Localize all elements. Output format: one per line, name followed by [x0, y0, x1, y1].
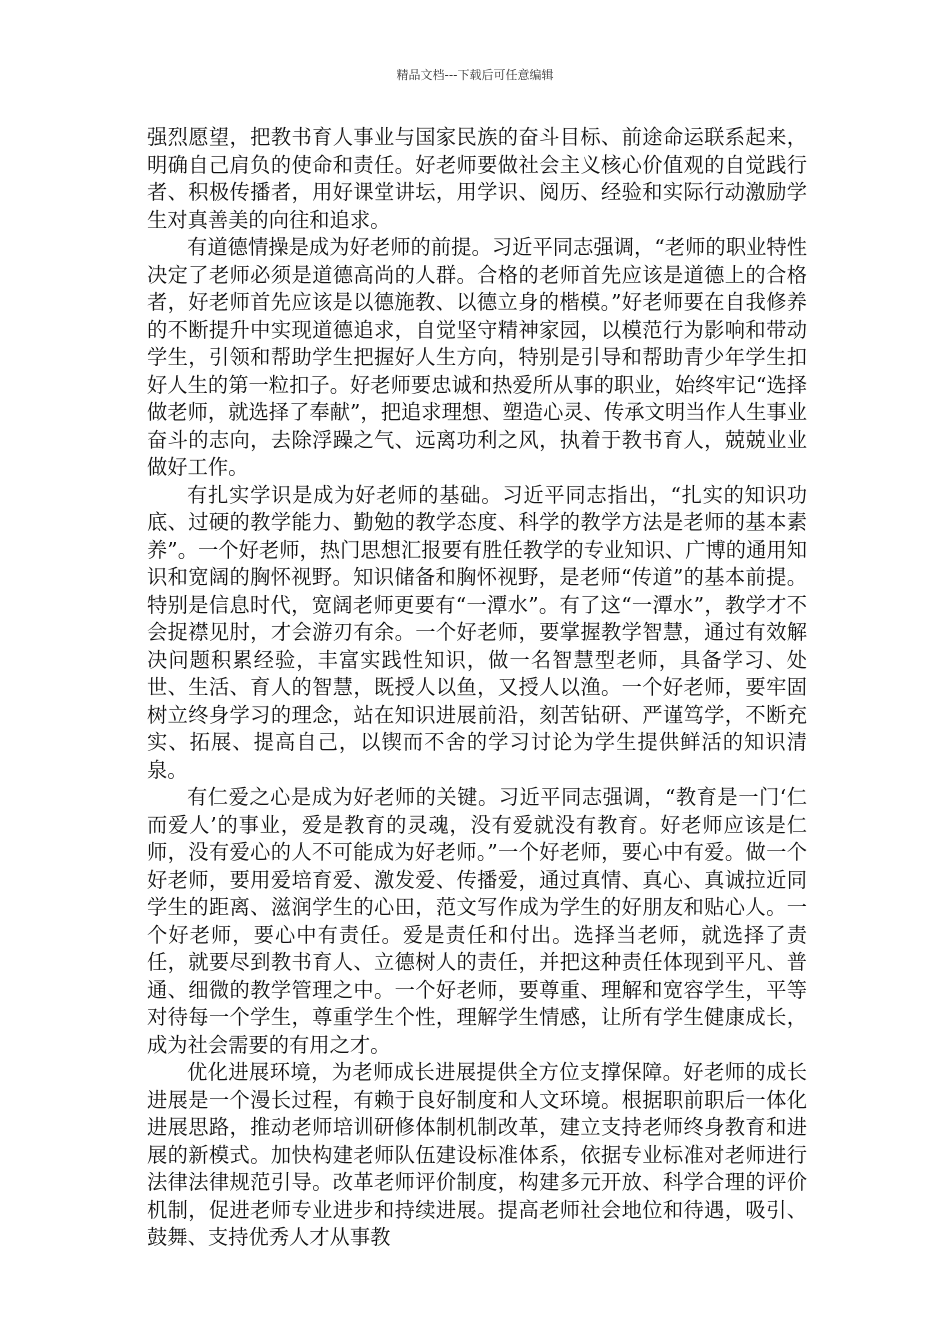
document-body — [147, 124, 807, 1252]
paragraph-continuation: 强烈愿望，把教书育人事业与国家民族的奋斗目标、前途命运联系起来，明确自己肩负的使命和责任。好老师要做社会主义核心价值观的自觉践行者、积极传播者，用好课堂讲坛，用学识、阅历、经验和实际行动激励学生对真善美的向往和追求。 — [147, 125, 807, 232]
page-header: 精品文档---下载后可任意编辑 — [396, 68, 554, 82]
paragraph-moral-character: 有道德情操是成为好老师的前提。习近平同志强调，“老师的职业特性决定了老师必须是道德高尚的人群。合格的老师首先应该是道德上的合格者，好老师首先应该是以德施教、以德立身的楷模。”好老师要在自我修养的不断提升中实现道德追求，自觉坚守精神家园，以模范行为影响和带动学生，引领和帮助学生把握好人生方向，特别是引导和帮助青少年学生扣好人生的第一粒扣子。好老师要忠诚和热爱所从事的职业，始终牢记“选择做老师，就选择了奉献”，把追求理想、塑造心灵、传承文明当作人生事业奋斗的志向，去除浮躁之气、远离功利之风，执着于教书育人，兢兢业业做好工作。 — [147, 235, 807, 479]
paragraph-benevolent-heart: 有仁爱之心是成为好老师的关键。习近平同志强调，“教育是一门‘仁而爱人’的事业，爱是教育的灵魂，没有爱就没有教育。好老师应该是仁师，没有爱心的人不可能成为好老师。”一个好老师，要心中有爱。做一个好老师，要用爱培育爱、激发爱、传播爱，通过真情、真心、真诚拉近同学生的距离、滋润学生的心田，范文写作成为学生的好朋友和贴心人。一个好老师，要心中有责任。爱是责任和付出。选择当老师，就选择了责任，就要尽到教书育人、立德树人的责任，并把这种责任体现到平凡、普通、细微的教学管理之中。一个好老师，要尊重、理解和宽容学生，平等对待每一个学生，尊重学生个性，理解学生情感，让所有学生健康成长，成为社会需要的有用之才。 — [147, 785, 807, 1057]
paragraph-development-environment: 优化进展环境，为老师成长进展提供全方位支撑保障。好老师的成长进展是一个漫长过程，有赖于良好制度和人文环境。根据职前职后一体化进展思路，推动老师培训研修体制机制改革，建立支持老师终身教育和进展的新模式。加快构建老师队伍建设标准体系，依据专业标准对老师进行法律法律规范引导。改革老师评价制度，构建多元开放、科学合理的评价机制，促进老师专业进步和持续进展。提高老师社会地位和待遇，吸引、鼓舞、支持优秀人才从事教 — [147, 1060, 807, 1249]
paragraph-solid-knowledge: 有扎实学识是成为好老师的基础。习近平同志指出，“扎实的知识功底、过硬的教学能力、勤勉的教学态度、科学的教学方法是老师的基本素养”。一个好老师，热门思想汇报要有胜任教学的专业知识、广博的通用知识和宽阔的胸怀视野。知识储备和胸怀视野，是老师“传道”的基本前提。特别是信息时代，宽阔老师更要有“一潭水”。有了这“一潭水”，教学才不会捉襟见肘，才会游刃有余。一个好老师，要掌握教学智慧，通过有效解决问题积累经验，丰富实践性知识，做一名智慧型老师，具备学习、处世、生活、育人的智慧，既授人以鱼，又授人以渔。一个好老师，要牢固树立终身学习的理念，站在知识进展前沿，刻苦钻研、严谨笃学，不断充实、拓展、提高自己，以锲而不舍的学习讨论为学生提供鲜活的知识清泉。 — [147, 482, 807, 782]
